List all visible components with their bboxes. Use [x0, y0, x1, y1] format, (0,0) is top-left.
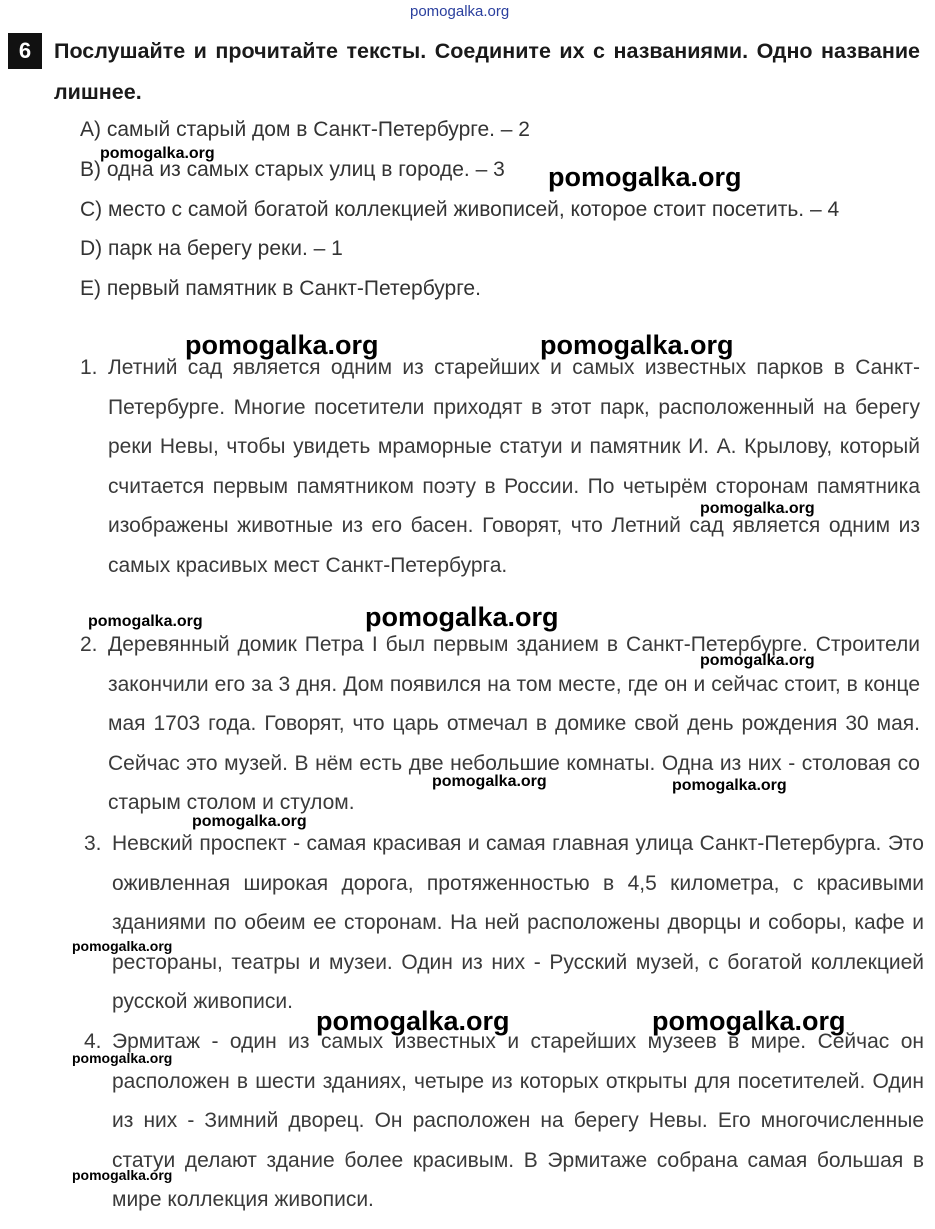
text-item-body: Невский проспект - самая красивая и самая главная улица Санкт-Петербурга. Это оживленная широкая дорога, протяженностью в 4,5 километра, с красивыми зданиями по обеим ее сторонам. На ней расположены дворцы и соборы, кафе и рестораны, театры и музеи. Один из них - Русский музей, с богатой коллекцией русской живописи. [112, 832, 924, 1014]
watermark: pomogalka.org [432, 773, 547, 790]
watermark: pomogalka.org [700, 652, 815, 669]
option-c: C) место с самой богатой коллекцией живописей, которое стоит посетить. – 4 [80, 198, 840, 221]
text-item-3 [84, 824, 924, 1022]
option-a: A) самый старый дом в Санкт-Петербурге. – 2 [80, 118, 530, 141]
task-number-badge: 6 [8, 33, 42, 69]
watermark: pomogalka.org [652, 1006, 846, 1036]
text-item-number: 4. [84, 1030, 102, 1053]
watermark: pomogalka.org [72, 1167, 173, 1183]
option-d: D) парк на берегу реки. – 1 [80, 237, 343, 260]
watermark: pomogalka.org [72, 938, 173, 954]
text-item-number: 2. [80, 633, 98, 656]
text-item-body: Эрмитаж - один из самых известных и старейших музеев в мире. Сейчас он расположен в шести зданиях, четыре из которых открыты для посетителей. Один из них - Зимний дворец. Он расположен на берегу Невы. Его многочисленные статуи делают здание более красивым. В Эрмитаже собрана самая большая в мире коллекция живописи. [112, 1030, 924, 1212]
text-item-4 [84, 1022, 924, 1220]
text-item-1 [80, 348, 920, 586]
option-b: B) одна из самых старых улиц в городе. – 3 [80, 158, 505, 181]
text-item-number: 1. [80, 356, 98, 379]
text-item-body: Деревянный домик Петра I был первым зданием в Санкт-Петербурге. Строители закончили его за 3 дня. Дом появился на том месте, где он и сейчас стоит, в конце мая 1703 года. Говорят, что царь отмечал в домике свой день рождения 30 мая. Сейчас это музей. В нём есть две небольшие комнаты. Одна из них - столовая со старым столом и стулом. [108, 633, 920, 815]
watermark: pomogalka.org [72, 1050, 173, 1066]
watermark: pomogalka.org [316, 1006, 510, 1036]
text-item-body: Летний сад является одним из старейших и самых известных парков в Санкт-Петербурге. Многие посетители приходят в этот парк, расположенный на берегу реки Невы, чтобы увидеть мраморные статуи и памятник И. А. Крылову, который считается первым памятником поэту в России. По четырём сторонам памятника изображены животные из его басен. Говорят, что Летний сад является одним из самых красивых мест Санкт-Петербурга. [108, 356, 920, 577]
watermark: pomogalka.org [100, 145, 215, 162]
watermark: pomogalka.org [365, 602, 559, 632]
watermark: pomogalka.org [700, 500, 815, 517]
text-item-number: 3. [84, 832, 102, 855]
task-instructions: Послушайте и прочитайте тексты. Соедините их с названиями. Одно название лишнее. [54, 39, 920, 104]
watermark: pomogalka.org [88, 613, 203, 630]
watermark: pomogalka.org [672, 777, 787, 794]
top-watermark: pomogalka.org [410, 3, 510, 20]
watermark: pomogalka.org [540, 330, 734, 360]
option-e: E) первый памятник в Санкт-Петербурге. [80, 277, 481, 300]
watermark: pomogalka.org [185, 330, 379, 360]
watermark: pomogalka.org [192, 813, 307, 830]
watermark: pomogalka.org [548, 162, 742, 192]
